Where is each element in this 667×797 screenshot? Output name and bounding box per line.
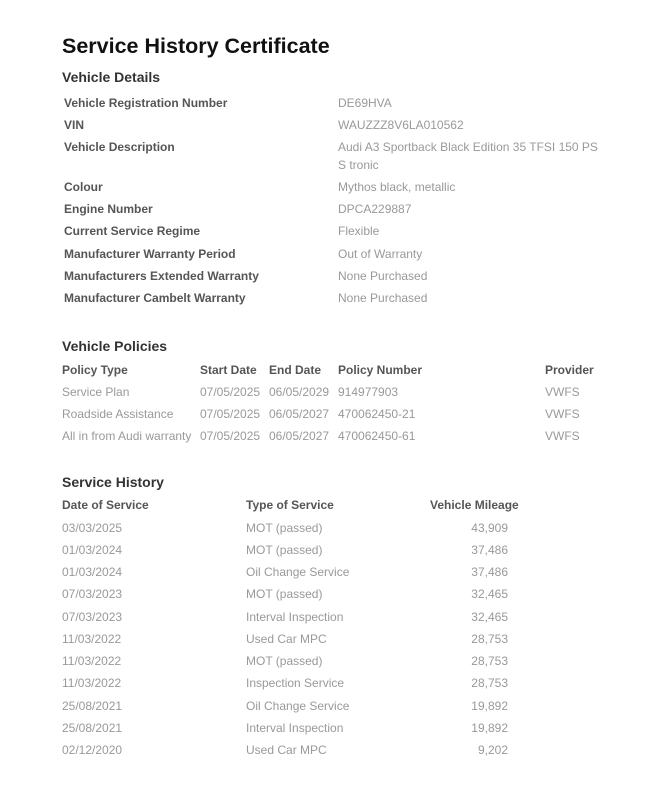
detail-value: DE69HVA (338, 96, 392, 110)
service-mileage-cell: 32,465 (471, 587, 508, 601)
start-date-header: Start Date (200, 363, 257, 377)
policy-type-cell: Roadside Assistance (62, 407, 174, 421)
service-mileage-cell: 28,753 (471, 632, 508, 646)
detail-label: Manufacturers Extended Warranty (64, 269, 259, 283)
service-type-cell: MOT (passed) (246, 521, 323, 535)
service-date-cell: 01/03/2024 (62, 543, 123, 557)
detail-value: Audi A3 Sportback Black Edition 35 TFSI 150 PS S tronic (338, 140, 598, 172)
type-of-service-header: Type of Service (246, 498, 334, 512)
service-mileage-cell: 32,465 (471, 610, 508, 624)
service-mileage-cell: 37,486 (471, 565, 508, 579)
provider-cell: VWFS (545, 385, 580, 399)
date-of-service-header: Date of Service (62, 498, 149, 512)
end-date-cell: 06/05/2029 (269, 385, 330, 399)
start-date-cell: 07/05/2025 (200, 407, 261, 421)
end-date-header: End Date (269, 363, 322, 377)
start-date-cell: 07/05/2025 (200, 429, 261, 443)
service-date-cell: 03/03/2025 (62, 521, 123, 535)
service-type-cell: MOT (passed) (246, 543, 323, 557)
detail-label: Current Service Regime (64, 224, 201, 238)
detail-label: Manufacturer Warranty Period (64, 247, 236, 261)
service-date-cell: 11/03/2022 (62, 632, 122, 646)
service-mileage-cell: 37,486 (471, 543, 508, 557)
vehicle-mileage-header: Vehicle Mileage (430, 498, 519, 512)
start-date-cell: 07/05/2025 (200, 385, 261, 399)
service-date-cell: 07/03/2023 (62, 587, 123, 601)
detail-label: VIN (64, 118, 85, 132)
policy-number-header: Policy Number (338, 363, 423, 377)
service-date-cell: 11/03/2022 (62, 654, 122, 668)
service-type-cell: Oil Change Service (246, 699, 350, 713)
service-date-cell: 07/03/2023 (62, 610, 123, 624)
service-type-cell: Used Car MPC (246, 743, 327, 757)
service-date-cell: 01/03/2024 (62, 565, 123, 579)
page-title: Service History Certificate (62, 34, 330, 58)
provider-header: Provider (545, 363, 594, 377)
service-mileage-cell: 28,753 (471, 654, 508, 668)
vehicle-details-heading: Vehicle Details (62, 69, 161, 85)
detail-label: Colour (64, 180, 103, 194)
service-type-cell: MOT (passed) (246, 654, 323, 668)
service-mileage-cell: 43,909 (471, 521, 508, 535)
detail-value: DPCA229887 (338, 202, 412, 216)
detail-value: None Purchased (338, 269, 428, 283)
vehicle-policies-heading: Vehicle Policies (62, 338, 168, 354)
service-date-cell: 25/08/2021 (62, 699, 123, 713)
detail-value: Flexible (338, 224, 380, 238)
provider-cell: VWFS (545, 429, 580, 443)
service-type-cell: Used Car MPC (246, 632, 327, 646)
policy-type-cell: All in from Audi warranty (62, 429, 192, 443)
service-mileage-cell: 19,892 (471, 699, 508, 713)
service-type-cell: Oil Change Service (246, 565, 350, 579)
detail-value: None Purchased (338, 291, 428, 305)
detail-value: WAUZZZ8V6LA010562 (338, 118, 464, 132)
service-date-cell: 02/12/2020 (62, 743, 123, 757)
end-date-cell: 06/05/2027 (269, 407, 330, 421)
service-mileage-cell: 19,892 (471, 721, 508, 735)
service-date-cell: 25/08/2021 (62, 721, 123, 735)
detail-value: Out of Warranty (338, 247, 423, 261)
policy-number-cell: 914977903 (338, 385, 399, 399)
end-date-cell: 06/05/2027 (269, 429, 330, 443)
policy-type-header: Policy Type (62, 363, 128, 377)
service-type-cell: MOT (passed) (246, 587, 323, 601)
service-date-cell: 11/03/2022 (62, 676, 122, 690)
detail-label: Engine Number (64, 202, 153, 216)
service-mileage-cell: 9,202 (477, 743, 508, 757)
policy-number-cell: 470062450-61 (338, 429, 416, 443)
service-type-cell: Interval Inspection (246, 610, 344, 624)
policy-number-cell: 470062450-21 (338, 407, 416, 421)
detail-label: Vehicle Registration Number (64, 96, 228, 110)
provider-cell: VWFS (545, 407, 580, 421)
detail-label: Manufacturer Cambelt Warranty (64, 291, 246, 305)
detail-value: Mythos black, metallic (338, 180, 456, 194)
service-history-heading: Service History (62, 474, 164, 490)
detail-label: Vehicle Description (64, 140, 175, 154)
service-type-cell: Interval Inspection (246, 721, 344, 735)
service-type-cell: Inspection Service (246, 676, 345, 690)
policy-type-cell: Service Plan (62, 385, 130, 399)
service-mileage-cell: 28,753 (471, 676, 508, 690)
